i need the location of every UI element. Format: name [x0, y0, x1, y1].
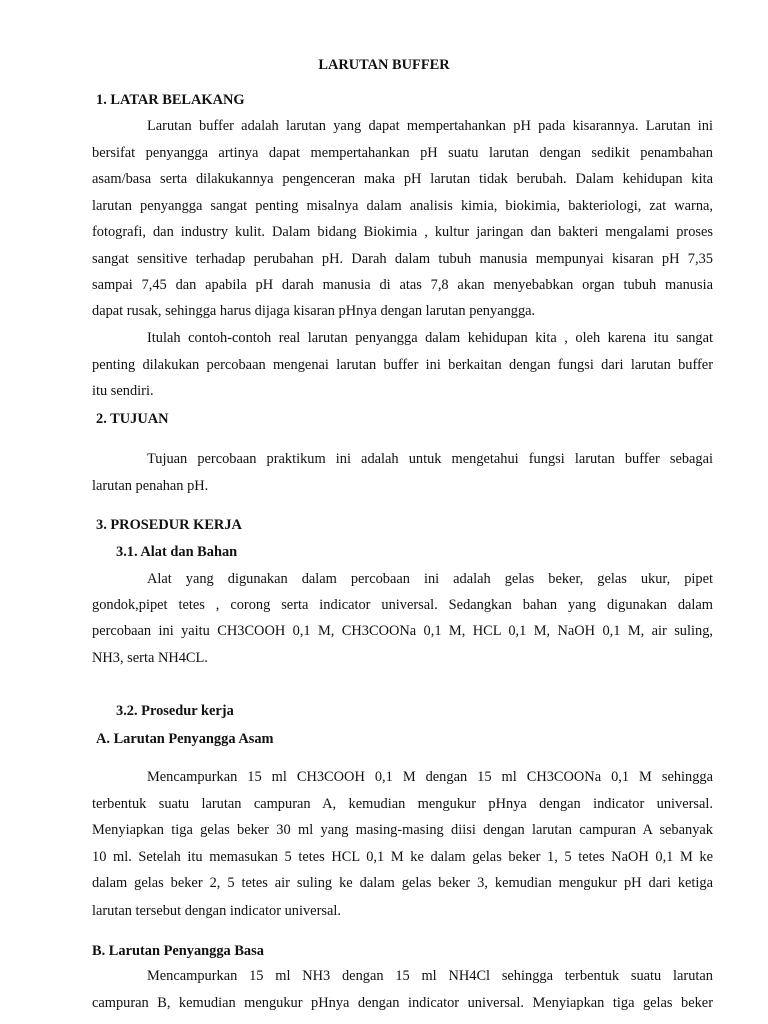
part-heading-penyangga-asam: A. Larutan Penyangga Asam [96, 731, 274, 747]
subsection-heading-prosedur: 3.2. Prosedur kerja [116, 703, 234, 719]
paragraph-line: sangat sensitive terhadap perubahan pH. Darah dalam tubuh manusia mempunyai kisaran pH 7,35 [92, 251, 713, 267]
paragraph-line: campuran B, kemudian mengukur pHnya dengan indicator universal. Menyiapkan tiga gelas beker [92, 995, 713, 1011]
paragraph-line: Itulah contoh-contoh real larutan penyangga dalam kehidupan kita , oleh karena itu sangat [147, 330, 713, 346]
paragraph-line: larutan penahan pH. [92, 478, 209, 494]
section-heading-latar-belakang: 1. LATAR BELAKANG [96, 92, 245, 108]
paragraph-line: itu sendiri. [92, 383, 154, 399]
document-title: LARUTAN BUFFER [318, 57, 450, 73]
paragraph-line: dapat rusak, sehingga harus dijaga kisaran pHnya dengan larutan penyangga. [92, 303, 536, 319]
paragraph-line: 10 ml. Setelah itu memasukan 5 tetes HCL 0,1 M ke dalam gelas beker 1, 5 tetes NaOH 0,1 M ke [92, 849, 713, 865]
subsection-heading-alat-bahan: 3.1. Alat dan Bahan [116, 544, 238, 560]
paragraph-line: asam/basa serta dilakukannya pengenceran maka pH larutan tidak berubah. Dalam kehidupan kita [92, 171, 713, 187]
paragraph-line: sampai 7,45 dan apabila pH darah manusia di atas 7,8 akan menyebabkan organ tubuh manusia [92, 277, 713, 293]
paragraph-line: Alat yang digunakan dalam percobaan ini adalah gelas beker, gelas ukur, pipet [147, 571, 713, 587]
section-heading-prosedur-kerja: 3. PROSEDUR KERJA [96, 517, 242, 533]
paragraph-line: Larutan buffer adalah larutan yang dapat mempertahankan pH pada kisarannya. Larutan ini [147, 118, 713, 134]
paragraph-line: Menyiapkan tiga gelas beker 30 ml yang masing-masing diisi dengan larutan campuran A sebanyak [92, 822, 713, 838]
paragraph-line: penting dilakukan percobaan mengenai larutan buffer ini berkaitan dengan fungsi dari larutan buffer [92, 357, 713, 373]
section-heading-tujuan: 2. TUJUAN [96, 411, 169, 427]
paragraph-line: percobaan ini yaitu CH3COOH 0,1 M, CH3COONa 0,1 M, HCL 0,1 M, NaOH 0,1 M, air suling, [92, 623, 713, 639]
paragraph-line: fotografi, dan industry kulit. Dalam bidang Biokimia , kultur jaringan dan bakteri mengalami proses [92, 224, 713, 240]
paragraph-line: NH3, serta NH4CL. [92, 650, 208, 666]
part-heading-penyangga-basa: B. Larutan Penyangga Basa [92, 943, 264, 959]
paragraph-line: terbentuk suatu larutan campuran A, kemudian mengukur pHnya dengan indicator universal. [92, 796, 713, 812]
paragraph-line: larutan penyangga sangat penting misalnya dalam analisis kimia, biokimia, bakteriologi, zat warna, [92, 198, 713, 214]
paragraph-line: Mencampurkan 15 ml CH3COOH 0,1 M dengan 15 ml CH3COONa 0,1 M sehingga [147, 769, 713, 785]
paragraph-line: larutan tersebut dengan indicator universal. [92, 903, 341, 919]
paragraph-line: Tujuan percobaan praktikum ini adalah untuk mengetahui fungsi larutan buffer sebagai [147, 451, 713, 467]
paragraph-line: gondok,pipet tetes , corong serta indicator universal. Sedangkan bahan yang digunakan dalam [92, 597, 713, 613]
paragraph-line: dalam gelas beker 2, 5 tetes air suling ke dalam gelas beker 3, kemudian mengukur pH dari ketiga [92, 875, 713, 891]
paragraph-line: Mencampurkan 15 ml NH3 dengan 15 ml NH4Cl sehingga terbentuk suatu larutan [147, 968, 713, 984]
paragraph-line: bersifat penyangga artinya dapat mempertahankan pH suatu larutan dengan sedikit penambahan [92, 145, 713, 161]
